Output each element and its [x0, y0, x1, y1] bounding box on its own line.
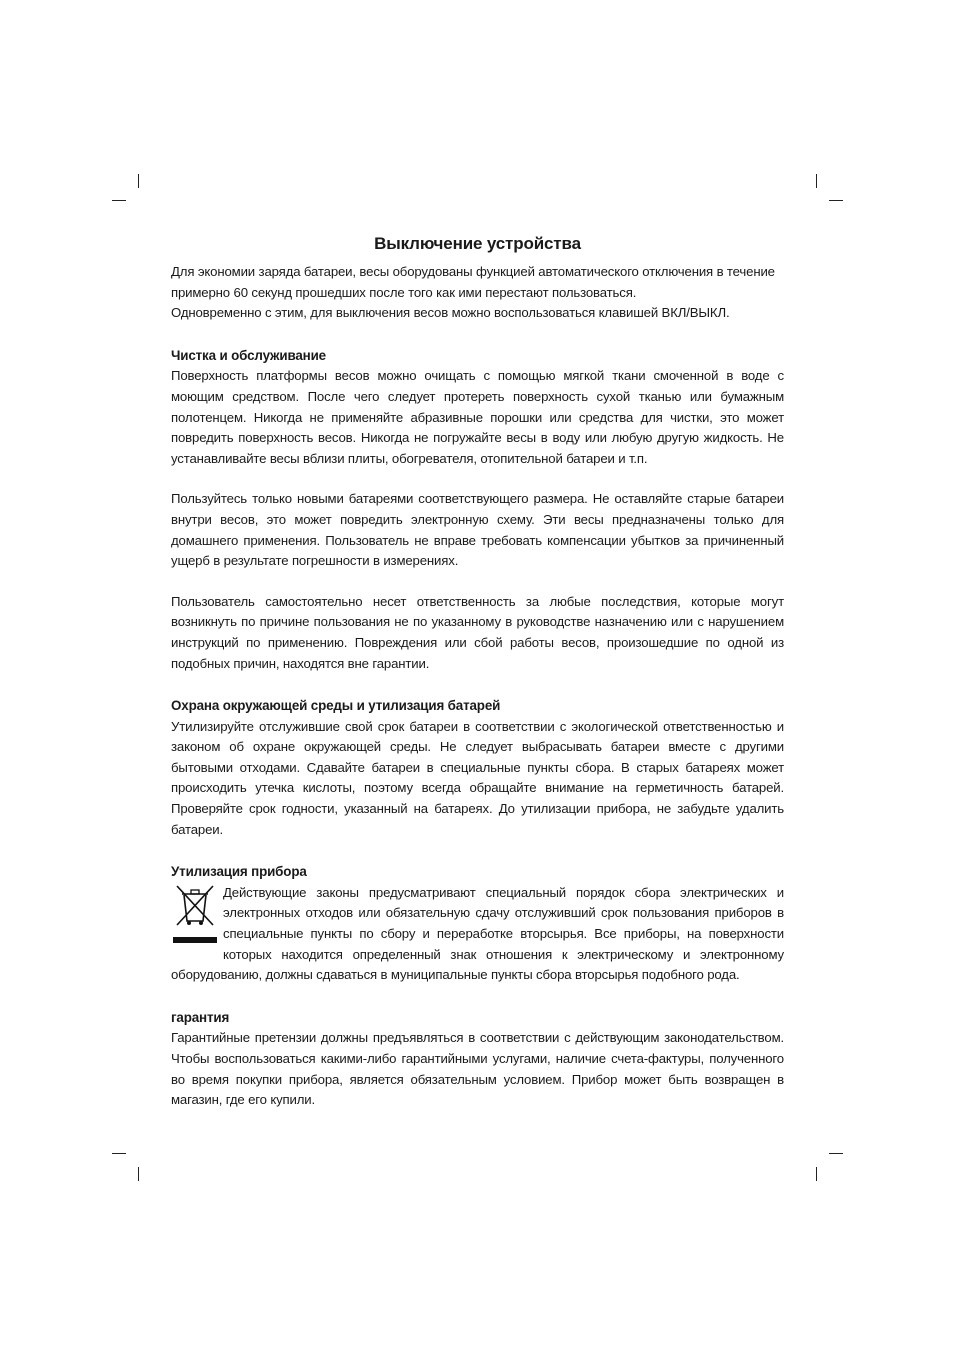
intro-paragraph-1: Для экономии заряда батареи, весы оборудованы функцией автоматического отключения в течение примерно 60 секунд прошедших после того как ими перестают пользоваться. [171, 264, 775, 300]
disposal-section [171, 883, 784, 986]
environment-heading: Охрана окружающей среды и утилизация батарей [171, 698, 501, 714]
crop-mark-top-right-vertical [816, 174, 817, 188]
cleaning-heading: Чистка и обслуживание [171, 347, 326, 363]
crop-mark-top-left-vertical [138, 174, 139, 188]
intro-paragraph-2: Одновременно с этим, для выключения весов можно воспользоваться клавишей ВКЛ/ВЫКЛ. [171, 305, 730, 321]
cleaning-paragraph-3: Пользователь самостоятельно несет ответственность за любые последствия, которые могут возникнуть по причине пользования не по указанному в руководстве назначению или с нарушением инструкций по применению. Повреждения или сбой работы весов, произошедшие по одной из подобных причин, находятся вне гарантии. [171, 593, 784, 671]
crop-mark-bottom-left-horizontal [112, 1153, 126, 1154]
cleaning-paragraph-2: Пользуйтесь только новыми батареями соответствующего размера. Не оставляйте старые батареи внутри весов, это может повредить электронную схему. Эти весы предназначены только для домашнего применения. Пользователь не вправе требовать компенсации убытков за причиненный ущерб в результате погрешности в измерениях. [171, 491, 784, 569]
crossed-bin-icon [171, 883, 221, 945]
disposal-paragraph: Действующие законы предусматривают специальный порядок сбора электрических и электронных отходов или обязательную сдачу отслуживший срок пользования приборов в специальные пункты по сбору и переработке вторсырья. Все приборы, на поверхности которых находится определенный знак отношения к электрическому и электронному оборудованию, должны сдаваться в муниципальные пункты сбора вторсырья подобного рода. [171, 884, 784, 983]
document-body [171, 232, 784, 1111]
disposal-heading: Утилизация прибора [171, 864, 307, 880]
environment-paragraph: Утилизируйте отслужившие свой срок батареи в соответствии с экологической ответственностью и законом об охране окружающей среды. Не следует выбрасывать батареи вместе с другими бытовыми отходами. Сдавайте батареи в специальные пункты сбора. В старых батареях может происходить утечка кислоты, поэтому всегда обращайте внимание на герметичность батарей. Проверяйте срок годности, указанный на батареях. До утилизации прибора, не забудьте удалить батареи. [171, 718, 784, 837]
cleaning-paragraph-1: Поверхность платформы весов можно очищать с помощью мягкой ткани смоченной в воде с моющим средством. После чего следует протереть поверхность сухой тканью или бумажным полотенцем. Никогда не применяйте абразивные порошки или средства для чистки, это может повредить поверхность весов. Никогда не погружайте весы в воду или любую другую жидкость. Не устанавливайте весы вблизи плиты, обогревателя, отопительной батареи и т.п. [171, 368, 784, 466]
crop-mark-bottom-right-horizontal [829, 1153, 843, 1154]
warranty-heading: гарантия [171, 1009, 230, 1025]
crop-mark-top-right-horizontal [829, 200, 843, 201]
crop-mark-bottom-right-vertical [816, 1167, 817, 1181]
crop-mark-top-left-horizontal [112, 200, 126, 201]
page-title: Выключение устройства [374, 234, 581, 253]
warranty-paragraph: Гарантийные претензии должны предъявляться в соответствии с действующим законодательством. Чтобы воспользоваться какими-либо гарантийными услугами, наличие счета-фактуры, полученного во время покупки прибора, является обязательным условием. Прибор может быть возвращен в магазин, где его купили. [171, 1030, 784, 1108]
crop-mark-bottom-left-vertical [138, 1167, 139, 1181]
